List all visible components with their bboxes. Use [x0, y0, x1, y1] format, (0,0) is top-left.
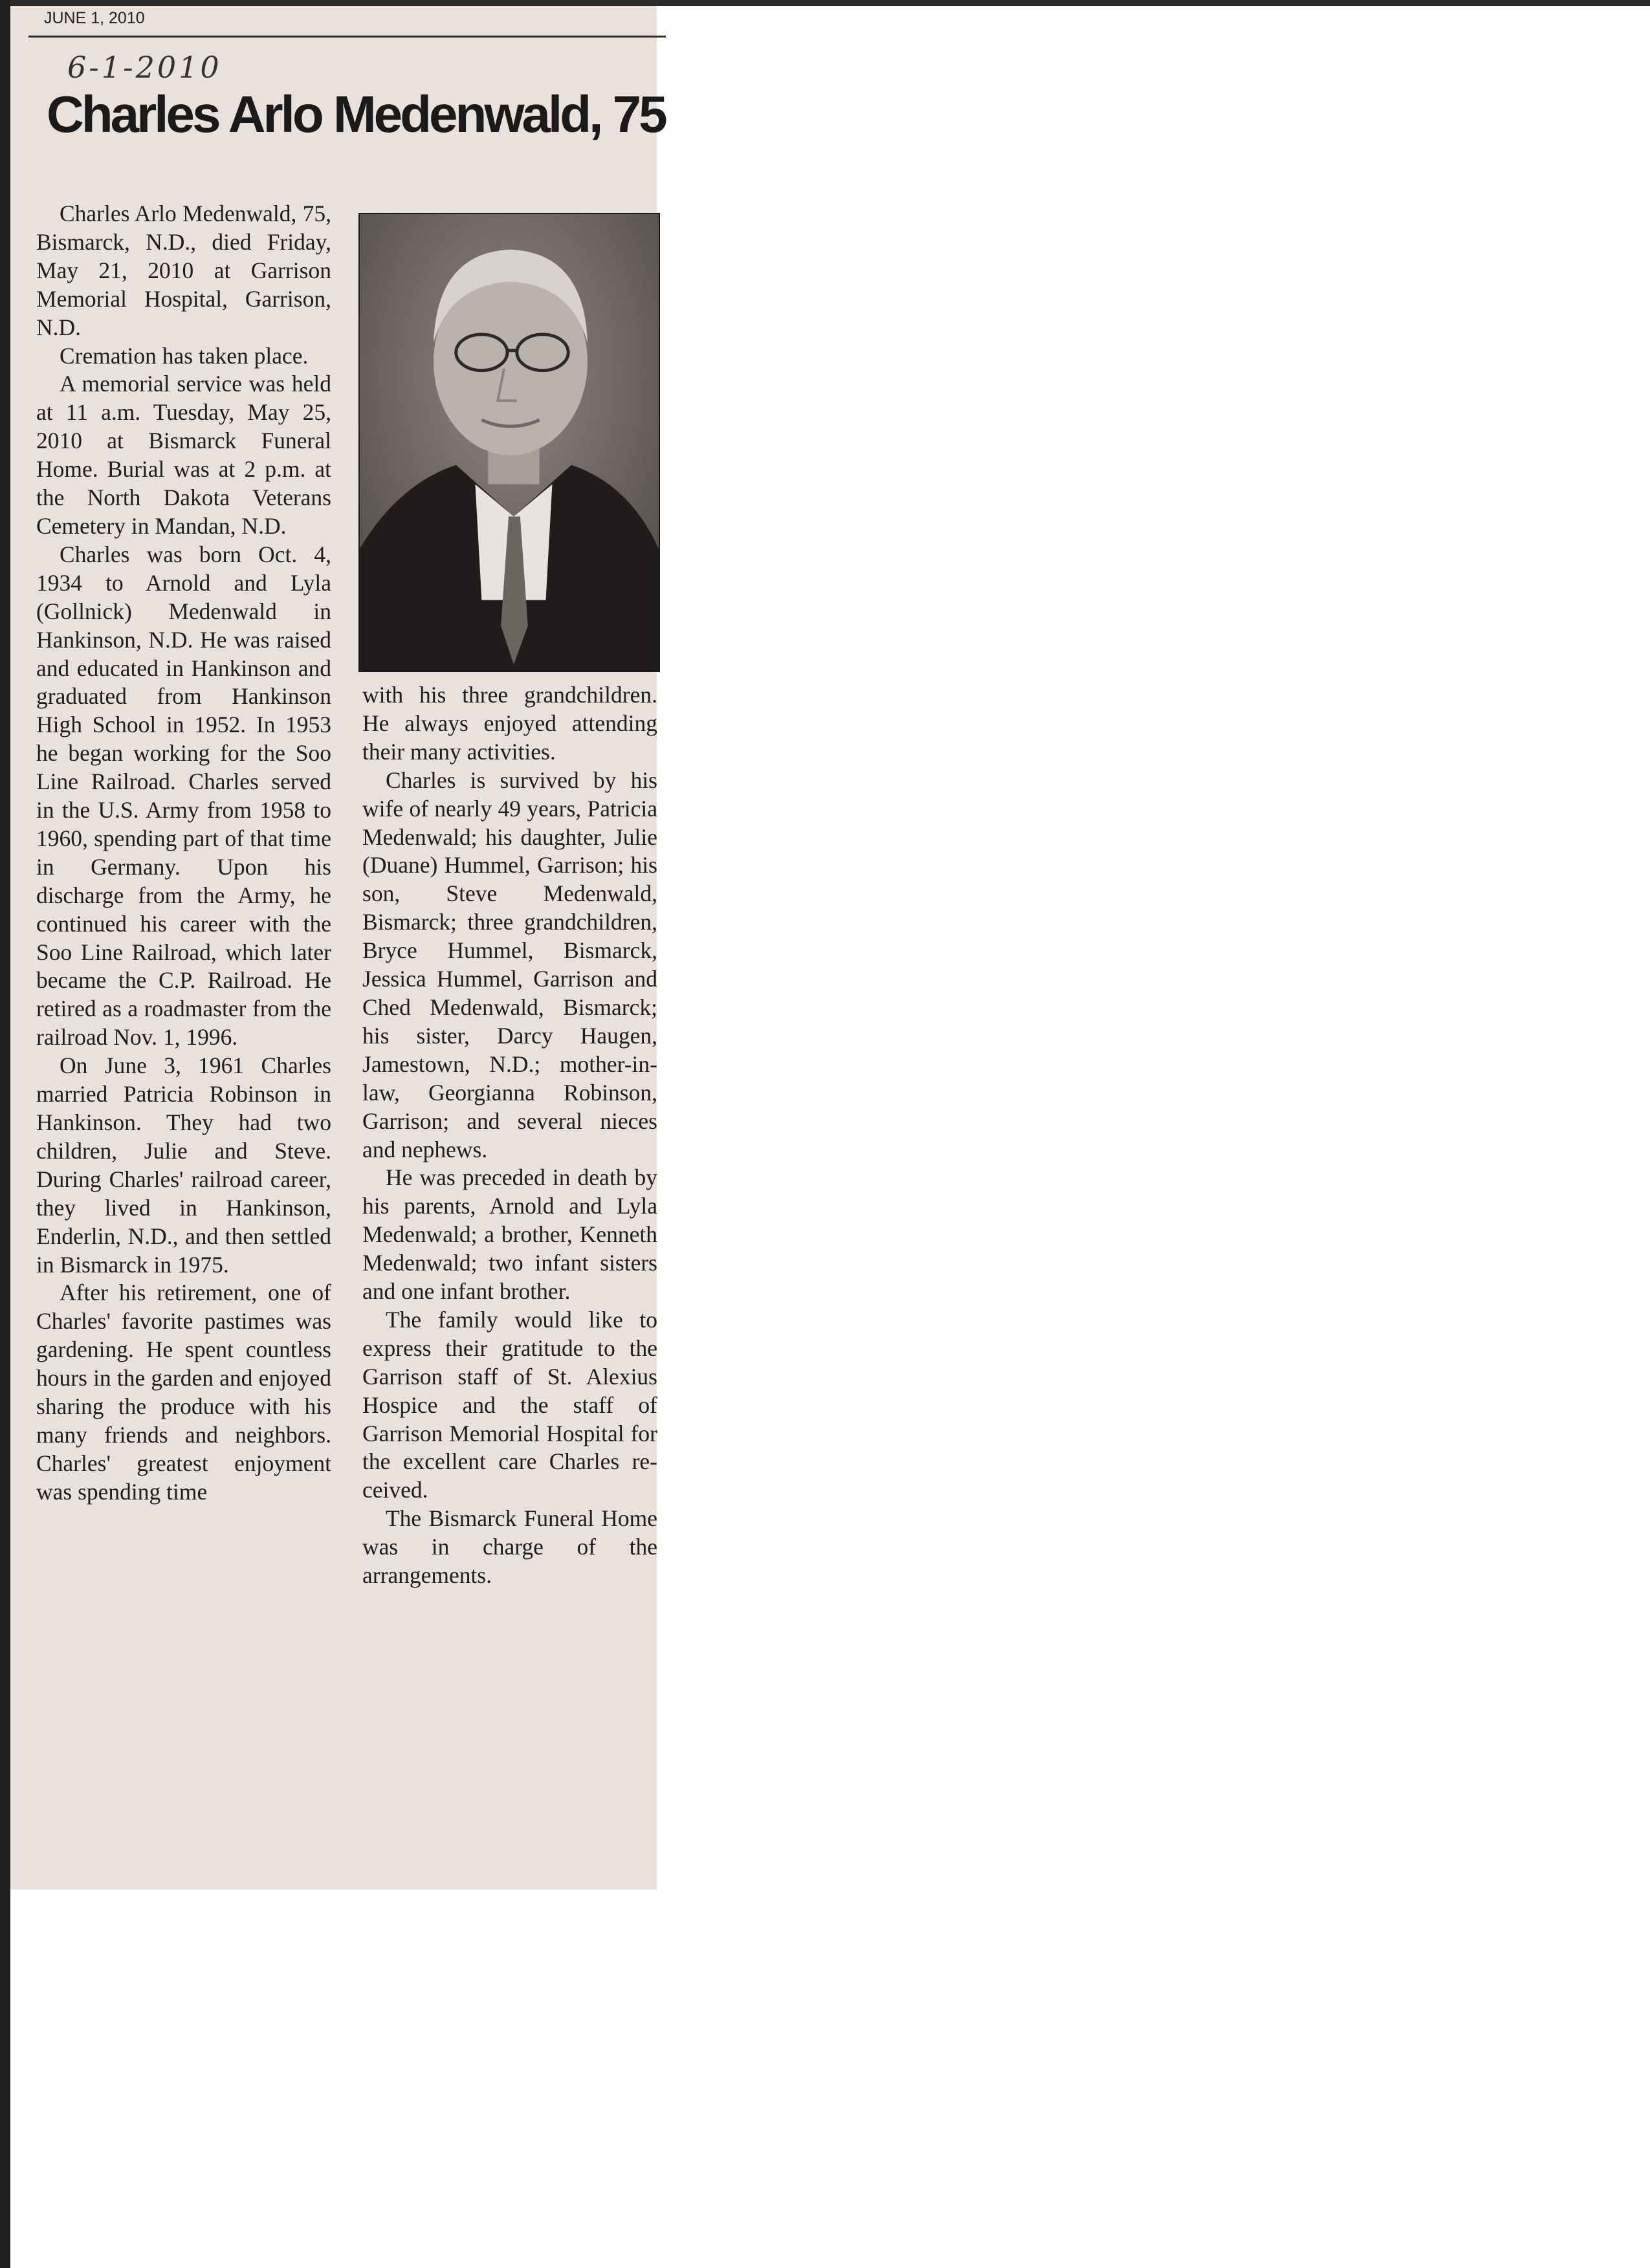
paragraph: with his three grandchildren. He always enjoyed attending their many activities. — [362, 682, 657, 765]
newspaper-clipping — [10, 6, 665, 1890]
paragraph: He was preceded in death by his parents, Arnold and Lyla Medenwald; a brother, Kenneth Medenwald; two infant sisters and one infant brother. — [362, 1164, 657, 1305]
paragraph: Charles Arlo Medenwald, 75, Bismarck, N.D., died Friday, May 21, 2010 at Garrison Memorial Hospital, Garrison, N.D. — [36, 201, 331, 340]
scanner-edge-left — [0, 0, 10, 2268]
right-column — [362, 681, 657, 1590]
header-rule — [28, 36, 666, 38]
portrait-photo-icon — [360, 214, 659, 671]
paragraph: A memorial service was held at 11 a.m. Tuesday, May 25, 2010 at Bismarck Funeral Home. Burial was at 2 p.m. at the North Dakota Veterans Cemetery in Mandan, N.D. — [36, 371, 331, 539]
paragraph: Charles is survived by his wife of nearly 49 years, Patricia Medenwald; his daughter, Julie (Duane) Hummel, Garrison; his son, Steve Medenwald, Bismarck; three grandchildren, Bryce Hummel, Bismarck, Jessica Hummel, Garrison and Ched Medenwald, Bismarck; his sister, Darcy Haugen, Jamestown, N.D.; mother-in-law, Georgianna Robinson, Garrison; and several nieces and nephews. — [362, 767, 657, 1162]
scanner-edge-top — [0, 0, 1650, 6]
paragraph: Charles was born Oct. 4, 1934 to Arnold and Lyla (Gollnick) Medenwald in Hankinson, N.D. He was raised and educated in Hankinson and graduated from Hankinson High School in 1952. In 1953 he began working for the Soo Line Railroad. Charles served in the U.S. Army from 1958 to 1960, spending part of that time in Germany. Upon his discharge from the Army, he continued his career with the Soo Line Railroad, which later became the C.P. Railroad. He retired as a roadmaster from the railroad Nov. 1, 1996. — [36, 541, 331, 1051]
paragraph: After his retirement, one of Charles' favorite pastimes was gardening. He spent countless hours in the garden and enjoyed sharing the produce with his many friends and neighbors. Charles' greatest enjoyment was spending time — [36, 1280, 331, 1505]
obituary-headline: Charles Arlo Medenwald, 75 — [47, 85, 665, 143]
handwritten-date: 6-1-2010 — [67, 50, 222, 85]
paragraph: The Bismarck Funeral Home was in charge of the arrangements. — [362, 1505, 657, 1589]
paragraph: The family would like to express their gratitude to the Garrison staff of St. Alexius Hospice and the staff of Garrison Memorial Hospital for the excellent care Charles received. — [362, 1306, 657, 1503]
portrait-photo — [358, 213, 660, 672]
paragraph: Cremation has taken place. — [60, 342, 309, 369]
paragraph: On June 3, 1961 Charles married Patricia Robinson in Hankinson. They had two children, Julie and Steve. During Charles' railroad career, they lived in Hankinson, Enderlin, N.D., and then settled in Bismarck in 1975. — [36, 1052, 331, 1278]
dateline: JUNE 1, 2010 — [44, 9, 145, 27]
left-column — [36, 200, 331, 1507]
